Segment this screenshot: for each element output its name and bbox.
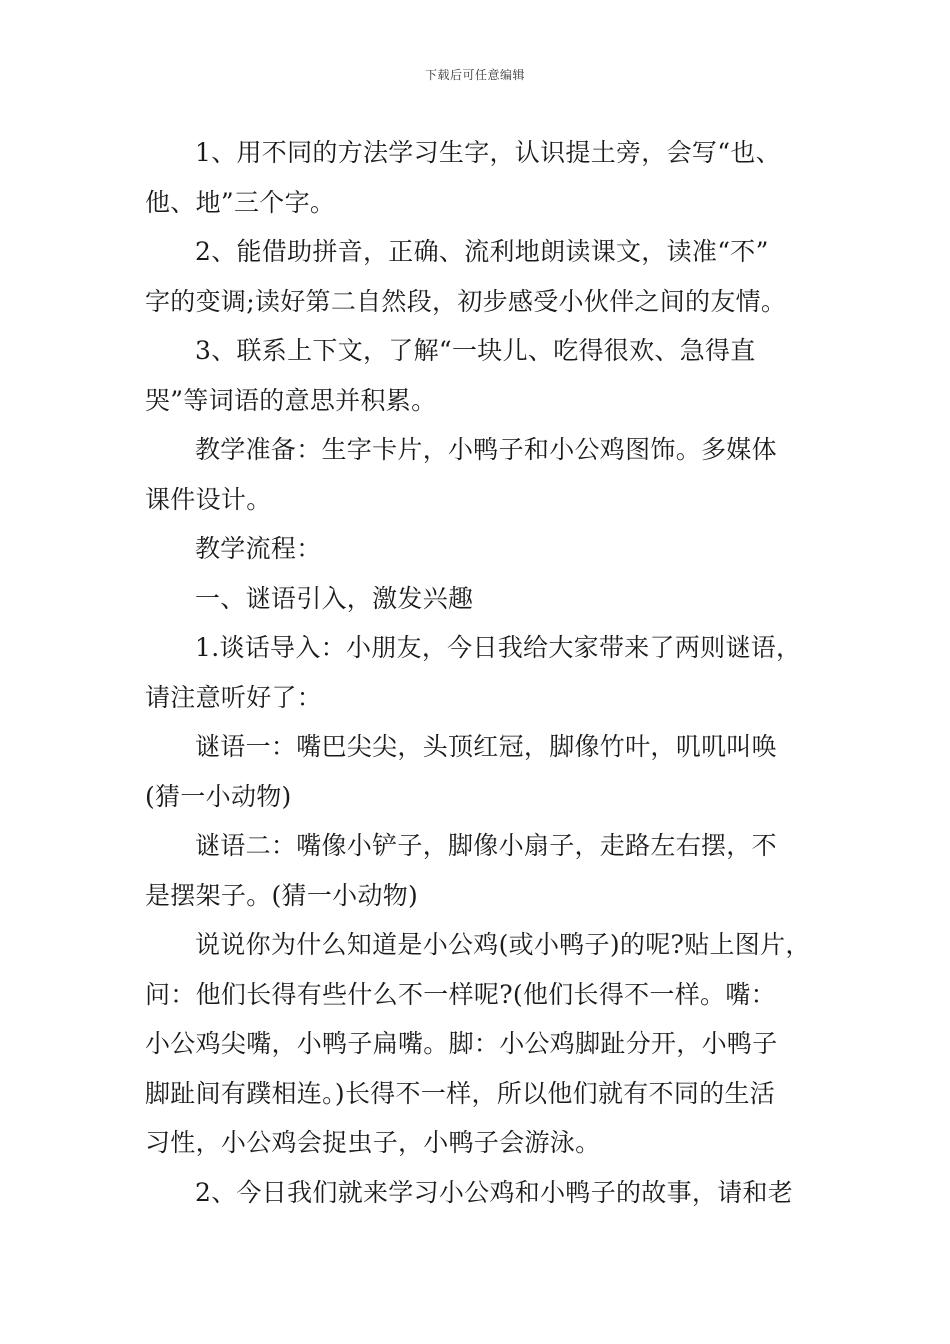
section-label: 教学流程： bbox=[195, 534, 322, 563]
text-line: 2、今日我们就来学习小公鸡和小鸭子的故事，请和老 bbox=[195, 1177, 794, 1207]
text-line: 教学准备：生字卡片，小鸭子和小公鸡图饰。多媒体 bbox=[195, 435, 777, 464]
text-line: 谜语二：嘴像小铲子，脚像小扇子，走路左右摆，不 bbox=[195, 831, 777, 860]
section-heading: 一、谜语引入，激发兴趣 bbox=[195, 583, 474, 613]
text-line: 字的变调;读好第二自然段，初步感受小伙伴之间的友情。 bbox=[145, 286, 787, 316]
text-line: 说说你为什么知道是小公鸡(或小鸭子)的呢?贴上图片， bbox=[195, 930, 811, 959]
text-line: 哭”等词语的意思并积累。 bbox=[145, 385, 437, 415]
document-body bbox=[145, 128, 810, 1217]
text-line: 他、地”三个字。 bbox=[145, 187, 336, 217]
text-line: 小公鸡尖嘴，小鸭子扁嘴。脚：小公鸡脚趾分开，小鸭子 bbox=[145, 1029, 778, 1058]
text-line: 是摆架子。(猜一小动物) bbox=[145, 880, 419, 910]
text-line: 脚趾间有蹼相连。)长得不一样，所以他们就有不同的生活 bbox=[145, 1078, 776, 1108]
text-line: 课件设计。 bbox=[145, 484, 272, 514]
page-header: 下载后可任意编辑 bbox=[424, 68, 525, 82]
text-line: 习性，小公鸡会捉虫子，小鸭子会游泳。 bbox=[145, 1128, 601, 1157]
text-line: 谜语一：嘴巴尖尖，头顶红冠，脚像竹叶，叽叽叫唤 bbox=[195, 732, 777, 761]
text-line: 请注意听好了： bbox=[145, 682, 323, 712]
text-line: 3、联系上下文，了解“一块儿、吃得很欢、急得直 bbox=[195, 336, 756, 365]
text-line: 1、用不同的方法学习生字，认识提土旁，会写“也、 bbox=[195, 138, 781, 167]
text-line: 问：他们长得有些什么不一样呢?(他们长得不一样。嘴： bbox=[145, 979, 776, 1009]
text-line: 1.谈话导入：小朋友，今日我给大家带来了两则谜语， bbox=[195, 633, 802, 662]
text-line: 2、能借助拼音，正确、流利地朗读课文，读准“不” bbox=[195, 237, 769, 266]
text-line: (猜一小动物) bbox=[145, 781, 292, 811]
